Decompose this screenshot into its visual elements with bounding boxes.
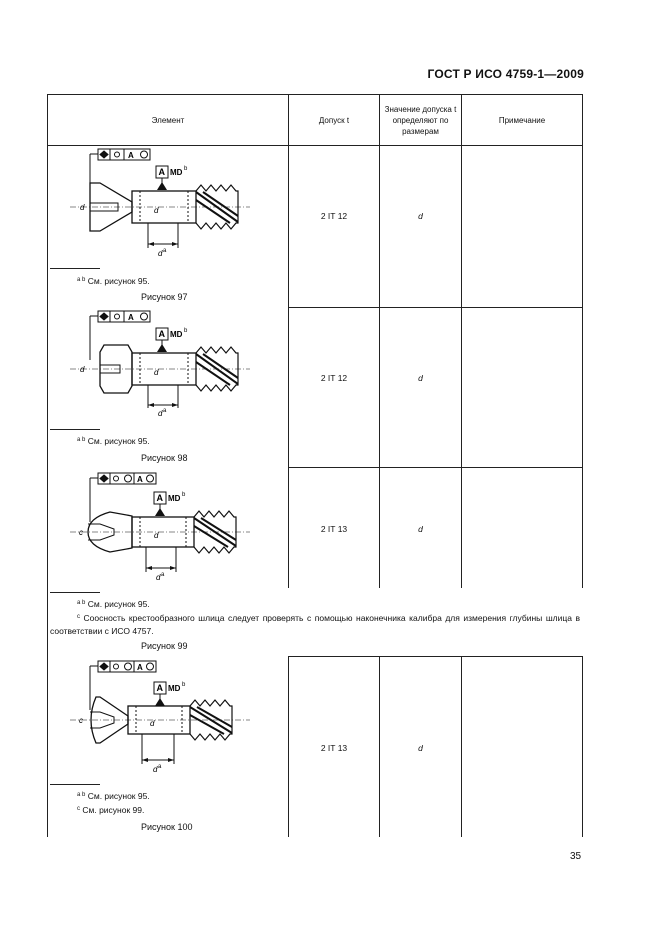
table-border-left [47, 94, 48, 837]
tolerance-frame [98, 473, 156, 484]
row-divider-1 [288, 307, 583, 308]
table-col-divider-3b [461, 656, 462, 837]
note-sup: a b [77, 277, 86, 283]
row-divider-2 [288, 467, 583, 468]
datum-box-label: A [158, 329, 165, 339]
dim-bottom-sup: a [163, 248, 167, 254]
row3-note-ab [77, 599, 150, 609]
dim-left-label: c [79, 716, 83, 725]
row2-note-ab [77, 436, 150, 446]
row4-caption: Рисунок 100 [141, 822, 193, 832]
table-border-right [582, 94, 583, 588]
tolerance-frame [98, 149, 150, 160]
row4-note-ab [77, 791, 150, 801]
figure-98-drawing [70, 310, 250, 420]
row-divider-3 [288, 656, 583, 657]
table-col-divider-2 [379, 94, 380, 588]
md-sup: b [184, 166, 188, 172]
note-sup: a b [77, 437, 86, 443]
table-header-bottom [47, 145, 583, 146]
dim-mid-label: d [150, 719, 155, 728]
dim-left-label: d [80, 203, 85, 212]
header-value [380, 95, 461, 145]
row1-value: d [418, 211, 423, 221]
md-sup: b [184, 328, 188, 334]
row1-tolerance: 2 IT 12 [320, 211, 348, 221]
row3-note-c [50, 611, 580, 638]
md-sup: b [182, 682, 186, 688]
dim-mid-label: d [154, 206, 159, 215]
dim-mid-label: d [154, 531, 159, 540]
row2-value: d [418, 373, 423, 383]
dim-bottom-label: d [158, 409, 163, 418]
md-sup: b [182, 492, 186, 498]
frame-datum-label: A [128, 151, 134, 160]
tolerance-frame [98, 661, 156, 672]
dim-left-label: c [79, 528, 83, 537]
dim-left-label: d [80, 365, 85, 374]
table-border-right-b [582, 656, 583, 837]
row2-tolerance: 2 IT 12 [320, 373, 348, 383]
table-col-divider-1 [288, 94, 289, 588]
table-col-divider-3 [461, 94, 462, 588]
row1-notes-separator [50, 268, 100, 269]
row4-tolerance: 2 IT 13 [320, 743, 348, 753]
row2-notes-separator [50, 429, 100, 430]
md-label: MD [168, 684, 181, 693]
frame-datum-label: A [128, 313, 134, 322]
header-value-text: Значение допуска t определяют по размерам [384, 104, 457, 136]
frame-datum-label: A [137, 475, 143, 484]
datum-box-label: A [158, 167, 165, 177]
row3-notes-separator [50, 592, 100, 593]
md-label: MD [170, 168, 183, 177]
note-text: См. рисунок 95. [85, 436, 150, 446]
row3-value: d [418, 524, 423, 534]
note-text: Соосность крестообразного шлица следует проверять с помощью наконечника калибра для измерения глубины шлица в соответствии с ИСО 4757. [50, 613, 580, 636]
note-text: См. рисунок 95. [85, 276, 150, 286]
row4-notes-separator [50, 784, 100, 785]
row1-caption: Рисунок 97 [141, 292, 188, 302]
row4-note-c [77, 805, 144, 815]
row4-value: d [418, 743, 423, 753]
header-tolerance [289, 95, 379, 145]
page-number: 35 [570, 851, 582, 862]
note-sup: a b [77, 792, 86, 798]
row3-tolerance: 2 IT 13 [320, 524, 348, 534]
row3-caption: Рисунок 99 [141, 641, 188, 651]
frame-datum-label: A [137, 663, 143, 672]
header-remark: Примечание [498, 115, 546, 125]
tolerance-frame [98, 311, 150, 322]
row2-caption: Рисунок 98 [141, 453, 188, 463]
note-sup: a b [77, 600, 86, 606]
note-text: См. рисунок 95. [85, 791, 150, 801]
dim-bottom-label: d [156, 573, 161, 582]
dim-bottom-sup: a [158, 764, 162, 770]
figure-99-drawing [70, 472, 250, 584]
note-text: См. рисунок 99. [80, 805, 145, 815]
note-sup: c [77, 614, 80, 620]
row1-note-ab [77, 276, 150, 286]
md-label: MD [168, 494, 181, 503]
header-tolerance-text: Допуск t [318, 115, 350, 125]
note-sup: c [77, 806, 80, 812]
md-label: MD [170, 330, 183, 339]
figure-100-drawing [70, 660, 250, 778]
dim-bottom-label: d [153, 765, 158, 774]
dim-mid-label: d [154, 368, 159, 377]
datum-box-label: A [156, 683, 163, 693]
datum-box-label: A [156, 493, 163, 503]
document-header: ГОСТ Р ИСО 4759-1—2009 [427, 67, 584, 81]
dim-bottom-label: d [158, 249, 163, 258]
header-element: Элемент [151, 115, 185, 125]
note-text: См. рисунок 95. [85, 599, 150, 609]
dim-bottom-sup: a [163, 408, 167, 414]
dim-bottom-sup: a [161, 572, 165, 578]
figure-97-drawing [70, 148, 250, 266]
